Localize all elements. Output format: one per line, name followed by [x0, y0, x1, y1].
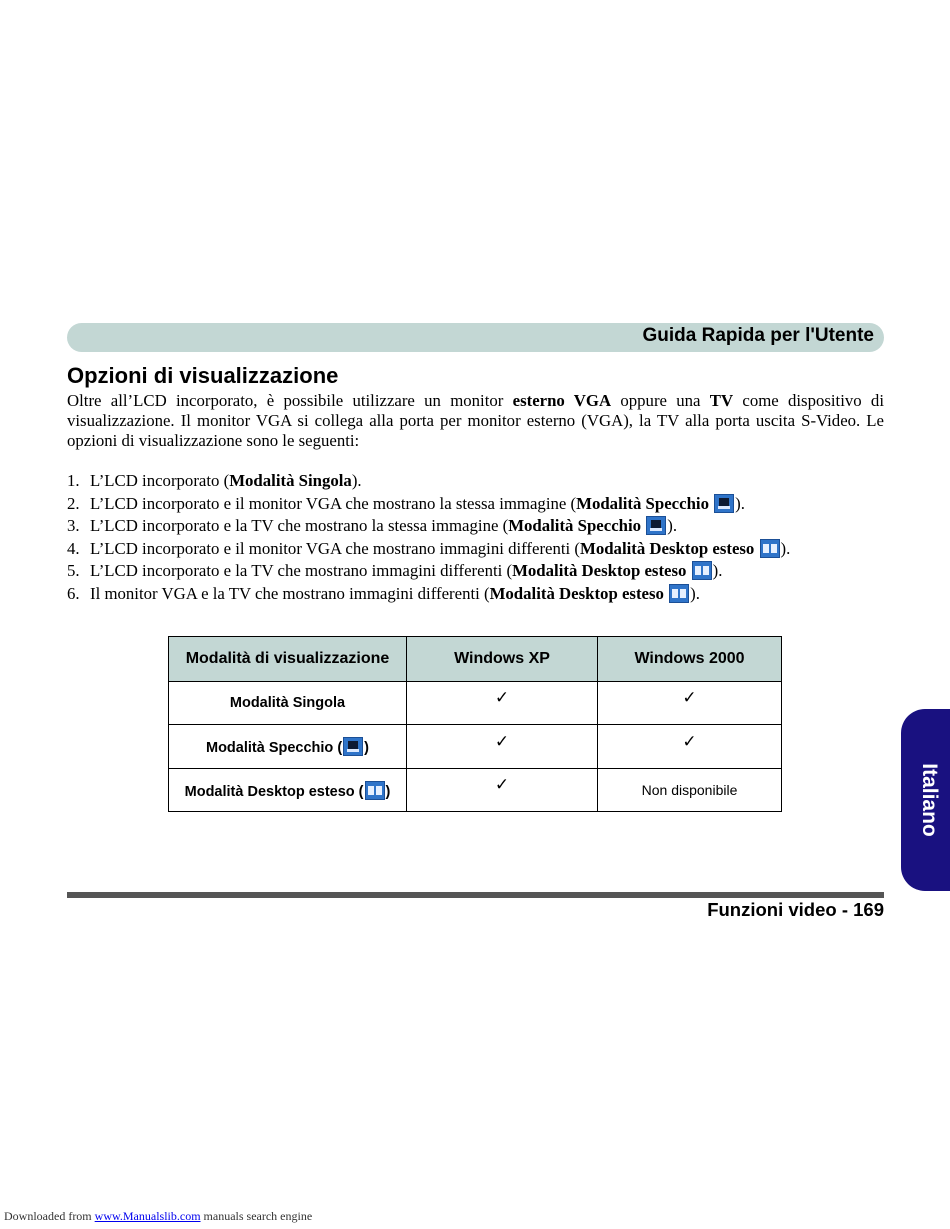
table-cell [407, 769, 598, 812]
column-header: Modalità di visualizzazione [169, 637, 407, 682]
table-row [169, 725, 782, 769]
table-cell [407, 682, 598, 725]
checkmark-icon: ✓ [494, 731, 510, 752]
table-cell [407, 725, 598, 769]
checkmark-icon: ✓ [682, 731, 697, 752]
intro-paragraph: Oltre all’LCD incorporato, è possibile utilizzare un monitor esterno VGA oppure una TV come dispositivo di visualizzazione. Il monitor VGA si collega alla porta per monitor esterno (VGA), la TV alla porta uscita S-Video. Le opzioni di visualizzazione sono le seguenti: [67, 391, 884, 450]
list-item: 3. L’LCD incorporato e la TV che mostrano la stessa immagine (Modalità Specchio ). [67, 516, 678, 535]
footer-divider [67, 892, 884, 898]
checkmark-icon: ✓ [494, 688, 510, 708]
download-note: Downloaded from www.Manualslib.com manuals search engine [4, 1209, 313, 1223]
table-cell: Non disponibile [598, 769, 782, 812]
manualslib-link[interactable]: www.Manualslib.com [94, 1209, 201, 1223]
row-label: Modalità Desktop esteso ( ) [169, 769, 407, 812]
header-bar [67, 323, 884, 352]
extended-desktop-icon [669, 584, 689, 603]
table-cell [598, 682, 782, 725]
list-item: 2. L’LCD incorporato e il monitor VGA che mostrano la stessa immagine (Modalità Specchio ). [67, 493, 745, 513]
mirror-mode-icon [714, 494, 734, 513]
list-item: 4. L’LCD incorporato e il monitor VGA che mostrano immagini differenti (Modalità Desktop esteso ). [67, 538, 791, 558]
display-options-list [67, 470, 790, 605]
header-title: Guida Rapida per l'Utente [642, 325, 874, 346]
column-header: Windows XP [407, 637, 598, 682]
list-item: 5. L’LCD incorporato e la TV che mostrano immagini differenti (Modalità Desktop esteso ). [67, 561, 723, 580]
compatibility-table [168, 636, 782, 812]
mirror-mode-icon [646, 516, 666, 535]
table-row [169, 682, 782, 725]
table-header-row [169, 637, 782, 682]
list-item: 6. Il monitor VGA e la TV che mostrano immagini differenti (Modalità Desktop esteso ). [67, 583, 700, 603]
extended-desktop-icon [692, 561, 712, 580]
page-footer: Funzioni video - 169 [707, 899, 884, 920]
row-label: Modalità Specchio ( ) [169, 725, 407, 769]
row-label: Modalità Singola [169, 682, 407, 725]
checkmark-icon: ✓ [682, 688, 697, 708]
mirror-mode-icon [343, 737, 363, 756]
table-row [169, 769, 782, 812]
list-item: 1. L’LCD incorporato (Modalità Singola). [67, 471, 362, 490]
extended-desktop-icon [365, 781, 385, 800]
section-title: Opzioni di visualizzazione [67, 363, 339, 388]
table-cell [598, 725, 782, 769]
language-tab-label: Italiano [918, 763, 941, 837]
checkmark-icon: ✓ [494, 775, 510, 795]
extended-desktop-icon [760, 539, 780, 558]
column-header: Windows 2000 [598, 637, 782, 682]
